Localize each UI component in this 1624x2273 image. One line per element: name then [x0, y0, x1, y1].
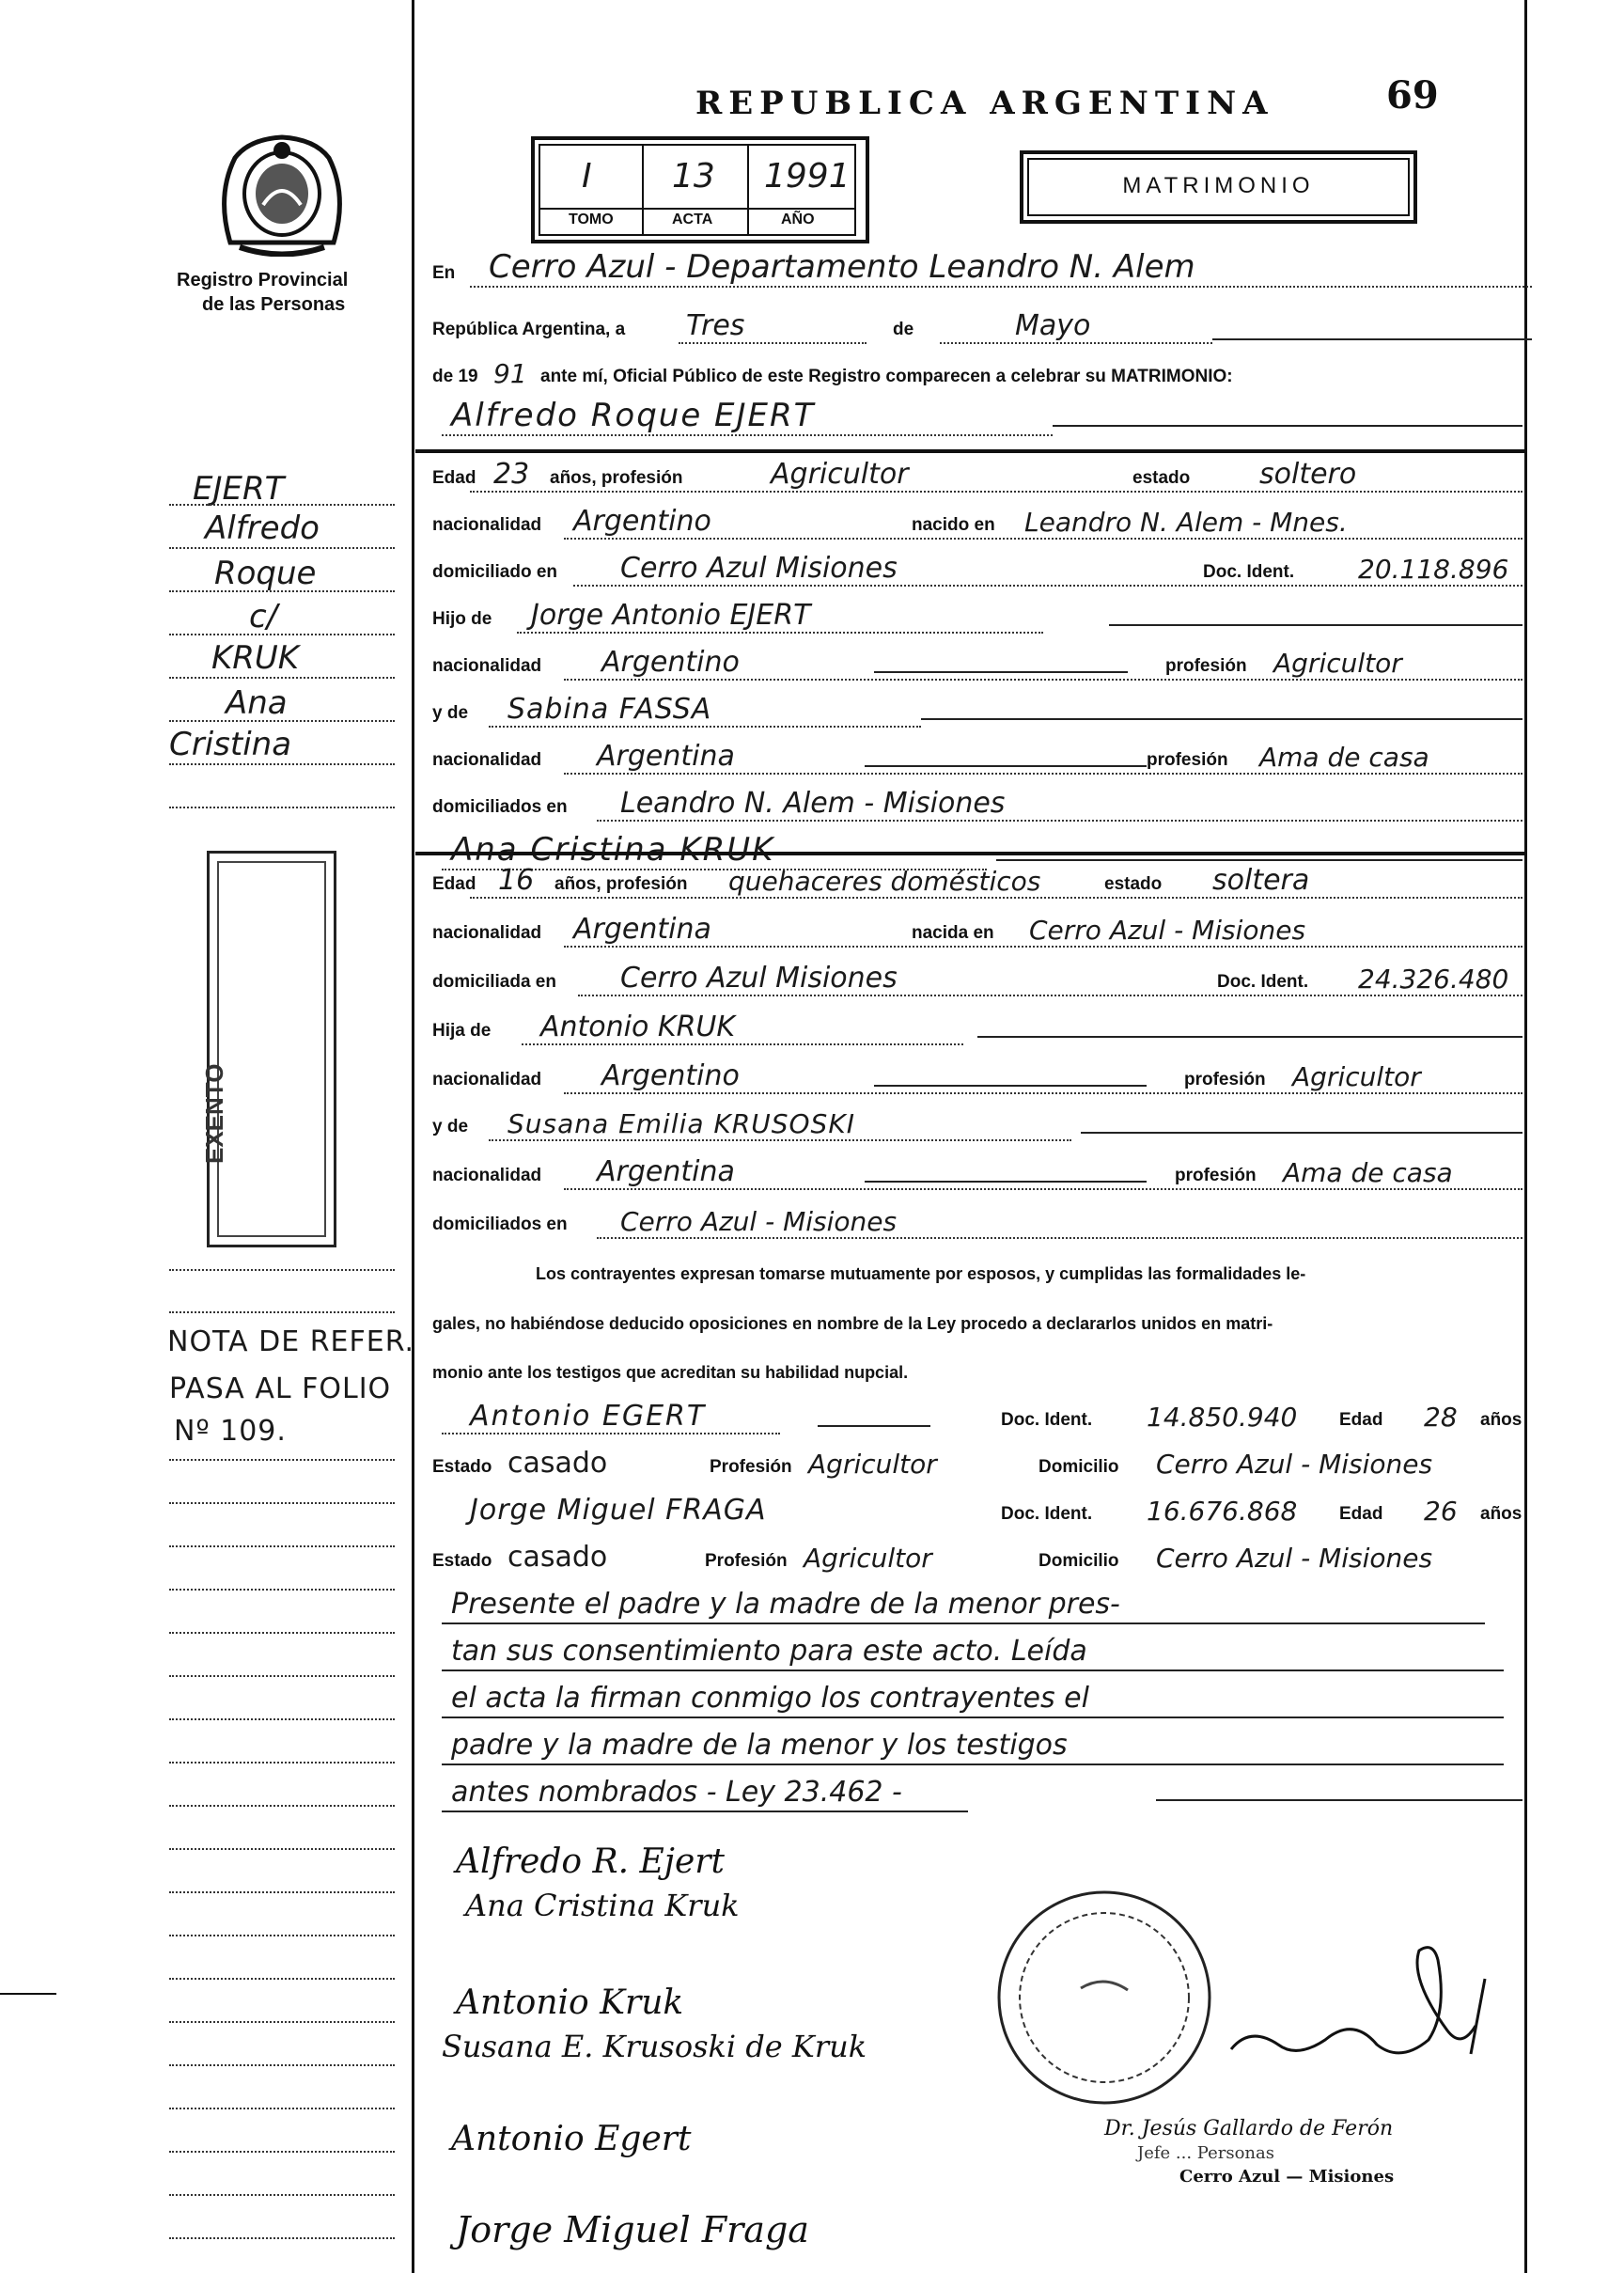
- groom-father-prof-label: profesión: [1165, 656, 1247, 676]
- margin-name-4: c/: [249, 598, 278, 635]
- groom-birthplace: Leandro N. Alem - Mnes.: [1024, 507, 1348, 538]
- groom-profession: Agricultor: [771, 458, 909, 491]
- witness2-profesion-label: Profesión: [705, 1551, 788, 1571]
- margin-name-7: Cristina: [169, 726, 292, 763]
- bride-father: Antonio KRUK: [540, 1011, 736, 1043]
- declaration-line2: gales, no habiéndose deducido oposiciones en nombre de la Ley procedo a declararlos unidos en matri-: [432, 1314, 1273, 1333]
- registry-line1: Registro Provincial: [177, 270, 349, 290]
- note-line-3: el acta la firman conmigo los contrayentes el: [451, 1682, 1089, 1715]
- groom-mother-nac-label: nacionalidad: [432, 750, 542, 770]
- groom-father-profession: Agricultor: [1273, 648, 1402, 679]
- signature-bride-mother: Susana E. Krusoski de Kruk: [442, 2029, 867, 2064]
- margin-note-line3: Nº 109.: [174, 1415, 287, 1448]
- en-label: En: [432, 263, 456, 283]
- stamp-text: EXENTO: [200, 1063, 228, 1164]
- acta-label: ACTA: [672, 212, 713, 227]
- groom-doc-label: Doc. Ident.: [1203, 562, 1295, 582]
- official-place: Cerro Azul — Misiones: [1179, 2167, 1395, 2187]
- witness2-age: 26: [1424, 1496, 1458, 1527]
- witness1-domicile: Cerro Azul - Misiones: [1156, 1449, 1433, 1480]
- record-number-box: [531, 136, 869, 243]
- witness1-profesion-label: Profesión: [710, 1457, 792, 1477]
- witness1-estado: casado: [508, 1447, 608, 1480]
- bride-nationality: Argentina: [573, 913, 711, 946]
- groom-father: Jorge Antonio EJERT: [531, 599, 811, 632]
- witness1-domicilio-label: Domicilio: [1038, 1457, 1119, 1477]
- signature-groom: Alfredo R. Ejert: [456, 1842, 725, 1881]
- margin-name-2: Alfredo: [205, 509, 320, 547]
- declaration-line1: Los contrayentes expresan tomarse mutuamente por esposos, y cumplidas las formalidades le-: [536, 1264, 1306, 1283]
- groom-age: 23: [493, 458, 530, 491]
- bride-domiciliados-label: domiciliados en: [432, 1215, 568, 1234]
- margin-name-6: Ana: [226, 684, 288, 722]
- bride-father-profession: Agricultor: [1292, 1061, 1421, 1092]
- signature-bride-father: Antonio Kruk: [456, 1983, 684, 2022]
- bride-edad-label: Edad: [432, 874, 476, 894]
- tomo-value: I: [582, 157, 592, 196]
- groom-domiciliado-label: domiciliado en: [432, 562, 558, 582]
- bride-nacionalidad-label: nacionalidad: [432, 923, 542, 943]
- groom-mother: Sabina FASSA: [508, 693, 712, 726]
- groom-section-divider: [415, 449, 1524, 453]
- note-line-5: antes nombrados - Ley 23.462 -: [451, 1776, 902, 1809]
- declaration-line3: monio ante los testigos que acreditan su habilidad nupcial.: [432, 1363, 909, 1382]
- note-line-2: tan sus consentimiento para este acto. Leída: [451, 1635, 1087, 1668]
- groom-nacionalidad-label: nacionalidad: [432, 515, 542, 535]
- signature-witness1: Antonio Egert: [451, 2120, 692, 2158]
- groom-mother-profession: Ama de casa: [1259, 742, 1429, 773]
- witness2-name: Jorge Miguel FRAGA: [470, 1494, 767, 1527]
- witness2-domicilio-label: Domicilio: [1038, 1551, 1119, 1571]
- bride-mother-profession: Ama de casa: [1283, 1157, 1453, 1188]
- intro-place: Cerro Azul - Departamento Leandro N. Alem: [489, 248, 1195, 286]
- acta-value: 13: [672, 157, 715, 196]
- groom-name: Alfredo Roque EJERT: [451, 397, 816, 434]
- page-number: 69: [1386, 73, 1439, 118]
- record-type: MATRIMONIO: [1122, 173, 1315, 198]
- ano-label: AÑO: [781, 212, 815, 227]
- groom-domiciliados-label: domiciliados en: [432, 797, 568, 817]
- de-label: de: [893, 320, 914, 339]
- bride-nacida-label: nacida en: [912, 923, 994, 943]
- tomo-label: TOMO: [569, 212, 614, 227]
- bride-estado-label: estado: [1104, 874, 1163, 894]
- witness1-anos-label: años: [1480, 1410, 1522, 1430]
- intro-month: Mayo: [1015, 309, 1091, 342]
- official-name: Dr. Jesús Gallardo de Ferón: [1104, 2117, 1394, 2140]
- groom-yde-label: y de: [432, 703, 469, 723]
- margin-note-line2: PASA AL FOLIO: [169, 1372, 392, 1405]
- groom-hijo-label: Hijo de: [432, 609, 492, 629]
- year-suffix: 91: [493, 358, 527, 389]
- bride-name: Ana Cristina KRUK: [451, 831, 775, 869]
- witness1-name: Antonio EGERT: [470, 1400, 707, 1433]
- witness2-edad-label: Edad: [1339, 1504, 1383, 1524]
- witness1-edad-label: Edad: [1339, 1410, 1383, 1430]
- groom-mother-nationality: Argentina: [597, 740, 735, 773]
- bride-doc: 24.326.480: [1358, 964, 1509, 995]
- record-type-box: [1020, 150, 1417, 224]
- witness2-estado-label: Estado: [432, 1551, 492, 1571]
- province-seal: [211, 130, 352, 257]
- note-line-1: Presente el padre y la madre de la menor pres-: [451, 1588, 1120, 1621]
- bride-mother-nationality: Argentina: [597, 1155, 735, 1188]
- bride-doc-label: Doc. Ident.: [1217, 972, 1309, 992]
- bride-father-prof-label: profesión: [1184, 1070, 1266, 1089]
- bride-father-nationality: Argentino: [601, 1059, 740, 1092]
- groom-doc: 20.118.896: [1358, 554, 1509, 585]
- groom-nationality: Argentino: [573, 505, 711, 538]
- groom-domicile: Cerro Azul Misiones: [620, 552, 898, 585]
- witness1-doc: 14.850.940: [1147, 1402, 1298, 1433]
- bride-birthplace: Cerro Azul - Misiones: [1029, 915, 1306, 946]
- groom-parents-domicile: Leandro N. Alem - Misiones: [620, 787, 1006, 820]
- official-title: Jefe ... Personas: [1137, 2143, 1274, 2163]
- witness2-domicile: Cerro Azul - Misiones: [1156, 1543, 1433, 1574]
- witness2-anos-label: años: [1480, 1504, 1522, 1524]
- witness2-estado: casado: [508, 1541, 608, 1574]
- country-title: REPUBLICA ARGENTINA: [695, 85, 1274, 122]
- republica-label: República Argentina, a: [432, 320, 626, 339]
- bride-section-divider: [415, 852, 1524, 855]
- groom-civil-status: soltero: [1259, 458, 1357, 491]
- bride-profession: quehaceres domésticos: [728, 866, 1041, 897]
- groom-edad-label: Edad: [432, 468, 476, 488]
- bride-profesion-text: años, profesión: [554, 874, 688, 894]
- margin-name-5: KRUK: [211, 639, 300, 677]
- exento-stamp: [200, 851, 336, 1247]
- bride-mother-prof-label: profesión: [1175, 1166, 1257, 1185]
- margin-name-1: EJERT: [193, 470, 285, 508]
- margin-name-3: Roque: [214, 555, 317, 592]
- bride-age: 16: [498, 864, 535, 897]
- witness1-profession: Agricultor: [808, 1449, 937, 1480]
- registry-line2: de las Personas: [202, 294, 346, 315]
- bride-mother: Susana Emilia KRUSOSKI: [508, 1108, 855, 1139]
- intro-day: Tres: [686, 309, 745, 342]
- year-prefix: de 19: [432, 367, 478, 386]
- margin-tick: [0, 1993, 56, 1995]
- bride-domicile: Cerro Azul Misiones: [620, 962, 898, 995]
- witness1-age: 28: [1424, 1402, 1458, 1433]
- bride-hija-label: Hija de: [432, 1021, 492, 1041]
- official-round-stamp: [992, 1885, 1217, 2110]
- ano-value: 1991: [764, 157, 851, 196]
- bride-mother-nac-label: nacionalidad: [432, 1166, 542, 1185]
- bride-yde-label: y de: [432, 1117, 469, 1136]
- groom-profesion-text: años, profesión: [550, 468, 683, 488]
- groom-father-nac-label: nacionalidad: [432, 656, 542, 676]
- signature-bride: Ana Cristina Kruk: [465, 1888, 740, 1923]
- groom-estado-label: estado: [1132, 468, 1191, 488]
- witness2-doc: 16.676.868: [1147, 1496, 1298, 1527]
- signature-witness2: Jorge Miguel Fraga: [456, 2209, 809, 2250]
- witness1-doc-label: Doc. Ident.: [1001, 1410, 1093, 1430]
- left-margin-border: [412, 0, 414, 2273]
- groom-father-nationality: Argentino: [601, 646, 740, 679]
- note-line-4: padre y la madre de la menor y los testigos: [451, 1729, 1068, 1762]
- witness1-estado-label: Estado: [432, 1457, 492, 1477]
- bride-parents-domicile: Cerro Azul - Misiones: [620, 1206, 898, 1237]
- official-signature: [1212, 1922, 1504, 2092]
- bride-domiciliada-label: domiciliada en: [432, 972, 556, 992]
- ante-text: ante mí, Oficial Público de este Registro comparecen a celebrar su MATRIMONIO:: [540, 367, 1233, 386]
- margin-note-line1: NOTA DE REFER.: [167, 1325, 415, 1358]
- bride-father-nac-label: nacionalidad: [432, 1070, 542, 1089]
- witness2-doc-label: Doc. Ident.: [1001, 1504, 1093, 1524]
- groom-mother-prof-label: profesión: [1147, 750, 1228, 770]
- bride-civil-status: soltera: [1212, 864, 1310, 897]
- witness2-profession: Agricultor: [804, 1543, 932, 1574]
- groom-nacido-label: nacido en: [912, 515, 995, 535]
